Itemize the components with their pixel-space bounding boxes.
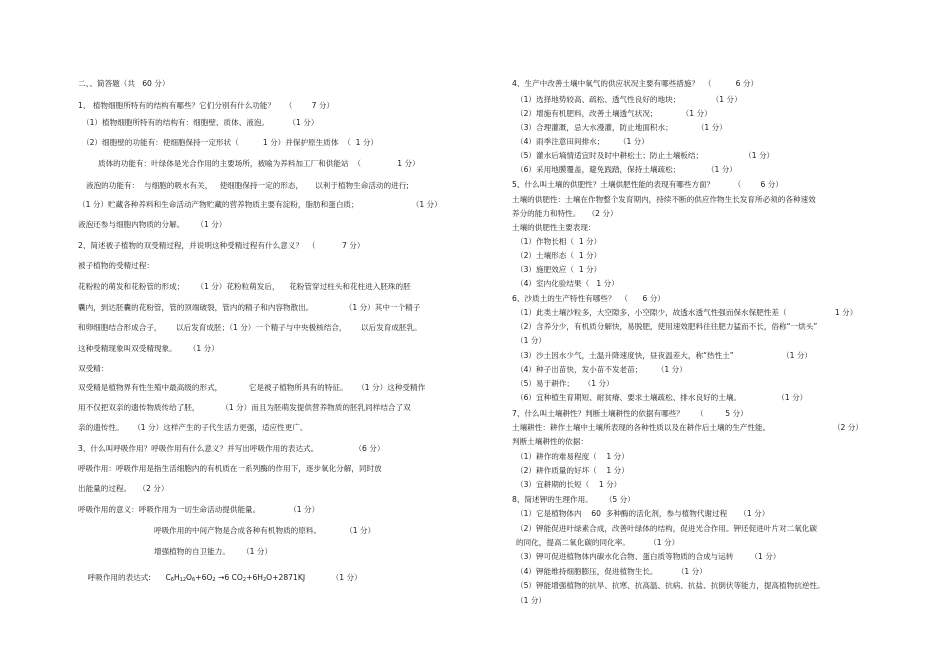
left-text-line: 用不仅把双亲的遗传物质传给了胚， （1 分）而且为胚萌发提供营养物质的胚乳同样结合了双 <box>78 403 411 412</box>
left-text-line: 呼吸作用：呼吸作用是指生活细胞内的有机质在一系列酶的作用下，逐步氧化分解，同时放 <box>78 464 382 473</box>
right-text-line: 土壤的供肥性主要表现： <box>512 223 596 232</box>
right-text-line: （6）宜种植生育期短、耐贫瘠、要求土壤疏松、排水良好的土壤。 （1 分） <box>516 393 808 402</box>
formula-mid-sub: 2 <box>212 576 216 583</box>
left-text-line: 液泡的功能有： 与细胞的吸水有关， 使细胞保持一定的形态， 以利于植物生命活动的进行; <box>86 181 409 190</box>
right-text-line: （1 分） <box>516 336 547 345</box>
right-text-line: （5）钾能增强植物的抗旱、抗寒、抗高温、抗病、抗盐、抗倒伏等能力，提高植物抗逆性。 <box>516 581 825 590</box>
right-text-line: （2）含养分少，有机质分解快，易脱肥，使用速效肥料往往肥力猛而不长，俗称“一烘头” <box>516 322 818 331</box>
formula-label: 呼吸作用的表达式: <box>87 572 151 582</box>
left-text-line: 双受精： <box>78 364 109 373</box>
left-text-line: 液泡还参与细胞内物质的分解。 （1 分） <box>78 220 227 229</box>
formula-c: C <box>165 572 171 582</box>
right-text-line: （2）增施有机肥料，改善土壤透气状况； （1 分） <box>516 109 712 118</box>
left-text-line: 呼吸作用的意义：呼吸作用为一切生命活动提供能量。 （1 分） <box>78 505 320 514</box>
left-text-line: 1、 植物细胞所特有的结构有哪些？它们分别有什么功能？ （ 7 分） <box>78 101 335 110</box>
right-text-line: （1）作物长相（ 1 分） <box>516 237 602 246</box>
left-text-line: （1）植物细胞所特有的结构有：细胞壁、质体、液泡。 （1 分） <box>82 118 319 127</box>
left-text-line: 3、什么叫呼吸作用？呼吸作用有什么意义？并写出呼吸作用的表达式。 （6 分） <box>78 444 385 453</box>
formula-c-sub: 6 <box>170 576 174 583</box>
right-text-line: 的同化，提高二氧化碳的同化率。 （1 分） <box>516 538 680 547</box>
left-text-line: 囊内，到达胚囊的花粉管，管的顶端破裂，管内的精子和内容物散出。 （1 分）其中一个精子 <box>78 303 421 312</box>
left-text-line: （1 分）贮藏各种养料和生命活动产物贮藏的营养物质主要有淀粉，脂肪和蛋白质； （1 分） <box>78 200 442 209</box>
right-text-line: （5）灌水后墒情适宜时及时中耕松土；防止土壤板结； （1 分） <box>516 151 775 160</box>
right-text-line: 7、什么叫土壤耕性？判断土壤耕性的依据有哪些？ （ 5 分） <box>512 409 748 418</box>
right-text-line: 8、简述钾的生理作用。 （5 分） <box>512 495 635 504</box>
right-text-line: （3）钾可促进植物体内碳水化合物、蛋白质等物质的合成与运转 （1 分） <box>516 552 781 561</box>
left-text-line: 被子植物的受精过程： <box>78 261 154 270</box>
right-text-line: （2）耕作质量的好坏（ 1 分） <box>516 466 629 475</box>
right-text-line: （4）雨季注意田间排水； （1 分） <box>516 137 649 146</box>
left-text-line: （2）细胞壁的功能有：使细胞保持一定形状（ 1 分）并保护原生质体 （ 1 分） <box>82 138 379 147</box>
formula-arrow: →6 CO <box>215 572 243 582</box>
right-text-line: （1）此类土壤沙粒多，大空隙多，小空隙少，故透水透气性强而保水保肥性差（ 1 分） <box>516 308 858 317</box>
right-text-line: （1 分） <box>516 596 547 605</box>
formula-tail2: O+2871KJ <box>266 572 306 582</box>
right-text-line: （3）宜耕期的长短（ 1 分） <box>516 480 622 489</box>
right-text-line: 土壤耕性：耕作土壤中土壤所表现的各种性质以及在耕作后土壤的生产性能。 （2 分） <box>512 423 863 432</box>
right-text-line: 5、什么叫土壤的供肥性？土壤供肥性能的表现有哪些方面？ （ 6 分） <box>512 180 783 189</box>
right-text-line: （2）钾能促进叶绿素合成，改善叶绿体的结构，促进光合作用。钾还促进叶片对二氧化碳 <box>516 524 817 533</box>
right-text-line: （4）室内化验结果（ 1 分） <box>516 279 619 288</box>
right-text-line: （6）采用地膜覆盖，避免践踏，保持土壤疏松； （1 分） <box>516 165 737 174</box>
formula-o: O <box>186 572 193 582</box>
left-text-line: 这种受精现象叫双受精现象。 （1 分） <box>78 344 219 353</box>
formula-h-sub: 12 <box>179 576 187 583</box>
respiration-formula <box>78 566 362 590</box>
formula-tail1-sub: 2 <box>262 576 267 583</box>
left-text-line: 双受精是植物界有性生殖中最高级的形式， 它是被子植物所具有的特征。 （1 分）这种受精作 <box>78 383 426 392</box>
formula-mid: +6O <box>195 572 213 582</box>
right-text-line: （2）土壤形态（ 1 分） <box>516 251 602 260</box>
right-text-line: 判断土壤耕性的依据： <box>512 437 588 446</box>
left-text-line: 出能量的过程。 （2 分） <box>78 484 169 493</box>
right-text-line: （3）施肥效应（ 1 分） <box>516 265 602 274</box>
left-text-line: 2、简述被子植物的双受精过程，并说明这种受精过程有什么意义？ （ 7 分） <box>78 241 365 250</box>
formula-o-sub: 6 <box>192 576 196 583</box>
left-text-line: 增强植物的自卫能力。 （1 分） <box>154 547 273 556</box>
right-text-line: （3）沙土因水少气，土温升降速度快，昼夜温差大，称“热性土” （1 分） <box>516 351 813 360</box>
formula-score: （1 分） <box>331 572 362 582</box>
right-text-line: 4、生产中改善土壤中氧气的供应状况主要有哪些措施？ （ 6 分） <box>512 79 759 88</box>
right-text-line: （1）选择地势较高、疏松、透气性良好的地块； （1 分） <box>516 95 742 104</box>
right-text-line: （4）钾能维持细胞膨压，促进植物生长。 （1 分） <box>516 567 707 576</box>
right-text-line: （1）它是植物体内 60 多种酶的活化剂，参与植物代谢过程 （1 分） <box>516 509 770 518</box>
left-text-line: 和卵细胞结合形成合子， 以后发育成胚；（1 分）一个精子与中央极核结合， 以后发育成胚乳。 <box>78 323 422 332</box>
right-text-line: （5）易于耕作； （1 分） <box>516 379 614 388</box>
left-text-line: 质体的功能有：叶绿体是光合作用的主要场所，被喻为养料加工厂和供能站 （ 1 分） <box>98 159 420 168</box>
left-text-line: 二、、简答题（共 60 分） <box>78 79 170 88</box>
left-text-line: 亲的遗传性。 （1 分）这样产生的子代生活力更强，适应性更广。 <box>78 423 308 432</box>
right-text-line: （3）合理灌溉，忌大水漫灌，防止地面积水； （1 分） <box>516 123 727 132</box>
right-text-line: 6、沙质土的生产特性有哪些？ （ 6 分） <box>512 294 665 303</box>
right-text-line: （4）种子出苗快，发小苗不发老苗； （1 分） <box>516 365 687 374</box>
formula-h: H <box>173 572 180 582</box>
right-text-line: （1）耕作的难易程度（ 1 分） <box>516 452 629 461</box>
right-text-line: 土壤的供肥性：土壤在作物整个发育期内，持续不断的供应作物生长发育所必须的各种速效 <box>512 195 816 204</box>
formula-tail1: +6H <box>246 572 263 582</box>
left-text-line: 呼吸作用的中间产物是合成各种有机物质的原料。 （1 分） <box>154 526 376 535</box>
formula-arrow-sub: 2 <box>242 576 247 583</box>
right-text-line: 养分的能力和特性。 （2 分） <box>512 209 618 218</box>
left-text-line: 花粉粒的萌发和花粉管的形成； （1 分）花粉粒萌发后， 花粉管穿过柱头和花柱进入胚珠的胚 <box>78 282 411 291</box>
